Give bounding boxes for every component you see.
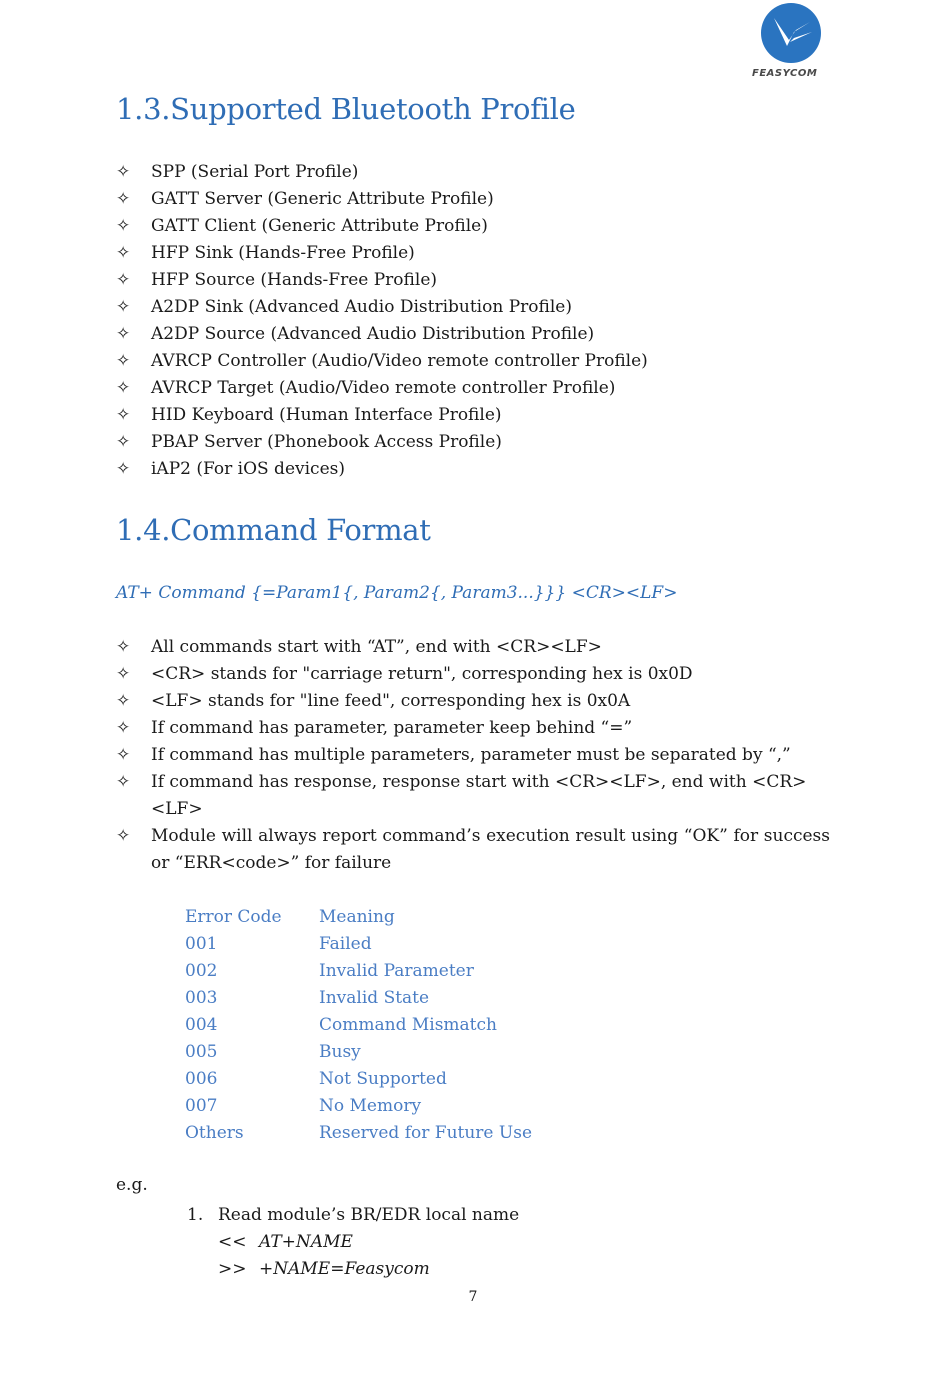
error-meaning-cell: Busy	[319, 1042, 361, 1062]
list-item	[116, 375, 836, 402]
list-item	[116, 823, 830, 877]
list-item-text: HFP Source (Hands-Free Profile)	[151, 270, 438, 290]
table-row	[185, 1066, 532, 1093]
table-row	[185, 1039, 532, 1066]
bullet-star-icon: ✧	[116, 378, 131, 398]
error-code-cell: 005	[185, 1042, 218, 1062]
bullet-star-icon: ✧	[116, 459, 131, 479]
example-label: e.g.	[116, 1175, 148, 1195]
error-meaning-cell: Invalid Parameter	[319, 961, 474, 981]
bullet-star-icon: ✧	[116, 432, 131, 452]
example-number: 1.	[187, 1205, 204, 1225]
table-row	[185, 1120, 532, 1147]
list-item	[116, 715, 830, 742]
profile-list	[116, 159, 836, 483]
bullet-star-icon: ✧	[116, 772, 131, 792]
list-item	[116, 688, 830, 715]
example-response: +NAME=Feasycom	[259, 1259, 430, 1279]
list-item-text: SPP (Serial Port Profile)	[151, 162, 359, 182]
feasycom-logo	[748, 2, 832, 82]
command-format-syntax: AT+ Command {=Param1{, Param2{, Param3...}}} <CR><LF>	[116, 583, 678, 603]
bullet-star-icon: ✧	[116, 826, 131, 846]
list-item-text: AVRCP Controller (Audio/Video remote controller Profile)	[151, 351, 648, 371]
example-block	[187, 1202, 519, 1283]
example-command: AT+NAME	[259, 1232, 353, 1252]
error-code-cell: 006	[185, 1069, 218, 1089]
error-meaning-cell: Failed	[319, 934, 372, 954]
list-item-text: HID Keyboard (Human Interface Profile)	[151, 405, 502, 425]
table-row	[185, 985, 532, 1012]
logo-mark-icon	[760, 2, 822, 64]
error-code-cell: Others	[185, 1123, 244, 1143]
bullet-star-icon: ✧	[116, 270, 131, 290]
bullet-star-icon: ✧	[116, 745, 131, 765]
header-error-code: Error Code	[185, 907, 282, 927]
list-item	[116, 213, 836, 240]
list-item	[116, 186, 836, 213]
bullet-star-icon: ✧	[116, 351, 131, 371]
section-title-command-format: 1.4.Command Format	[116, 513, 431, 547]
bullet-star-icon: ✧	[116, 718, 131, 738]
list-item	[116, 634, 830, 661]
error-meaning-cell: Not Supported	[319, 1069, 447, 1089]
list-item	[116, 661, 830, 688]
table-row	[185, 958, 532, 985]
bullet-star-icon: ✧	[116, 324, 131, 344]
bullet-star-icon: ✧	[116, 243, 131, 263]
example-title: Read module’s BR/EDR local name	[218, 1205, 520, 1225]
list-item	[116, 456, 836, 483]
list-item-text: <LF> stands for "line feed", corresponding hex is 0x0A	[151, 691, 631, 711]
table-row	[185, 1093, 532, 1120]
error-meaning-cell: Command Mismatch	[319, 1015, 497, 1035]
bullet-star-icon: ✧	[116, 297, 131, 317]
list-item	[116, 348, 836, 375]
list-item	[116, 402, 836, 429]
error-table-header	[185, 904, 532, 931]
list-item-text: PBAP Server (Phonebook Access Profile)	[151, 432, 502, 452]
error-code-cell: 004	[185, 1015, 218, 1035]
logo-text: FEASYCOM	[752, 68, 818, 79]
section-title-supported-profiles: 1.3.Supported Bluetooth Profile	[116, 92, 576, 126]
error-code-cell: 007	[185, 1096, 218, 1116]
error-meaning-cell: No Memory	[319, 1096, 422, 1116]
list-item-text: GATT Client (Generic Attribute Profile)	[151, 216, 488, 236]
table-row	[185, 931, 532, 958]
list-item-text: <CR> stands for "carriage return", corresponding hex is 0x0D	[151, 664, 693, 684]
error-code-table	[185, 904, 532, 1147]
list-item-text: If command has response, response start with <CR><LF>, end with <CR><LF>	[151, 772, 807, 819]
error-code-cell: 003	[185, 988, 218, 1008]
bullet-star-icon: ✧	[116, 664, 131, 684]
list-item-text: AVRCP Target (Audio/Video remote controller Profile)	[151, 378, 616, 398]
error-meaning-cell: Invalid State	[319, 988, 430, 1008]
error-code-cell: 002	[185, 961, 218, 981]
list-item-text: HFP Sink (Hands-Free Profile)	[151, 243, 415, 263]
example-item	[187, 1202, 519, 1229]
list-item-text: If command has parameter, parameter keep behind “=”	[151, 718, 633, 738]
bullet-star-icon: ✧	[116, 405, 131, 425]
example-line-receive	[187, 1256, 519, 1283]
bullet-star-icon: ✧	[116, 189, 131, 209]
list-item	[116, 159, 836, 186]
list-item-text: GATT Server (Generic Attribute Profile)	[151, 189, 494, 209]
error-meaning-cell: Reserved for Future Use	[319, 1123, 533, 1143]
list-item	[116, 769, 830, 823]
bullet-star-icon: ✧	[116, 162, 131, 182]
error-code-cell: 001	[185, 934, 218, 954]
list-item-text: A2DP Source (Advanced Audio Distribution Profile)	[151, 324, 595, 344]
example-line-send	[187, 1229, 519, 1256]
bullet-star-icon: ✧	[116, 691, 131, 711]
table-row	[185, 1012, 532, 1039]
bullet-star-icon: ✧	[116, 216, 131, 236]
command-rules-list	[116, 634, 830, 877]
list-item	[116, 240, 836, 267]
list-item-text: If command has multiple parameters, parameter must be separated by “,”	[151, 745, 791, 765]
list-item-text: A2DP Sink (Advanced Audio Distribution Profile)	[151, 297, 572, 317]
direction-receive: >>	[218, 1259, 247, 1279]
list-item	[116, 321, 836, 348]
list-item-text: All commands start with “AT”, end with <CR><LF>	[151, 637, 602, 657]
list-item	[116, 294, 836, 321]
direction-send: <<	[218, 1232, 247, 1252]
page-number: 7	[468, 1289, 478, 1305]
list-item-text: iAP2 (For iOS devices)	[151, 459, 345, 479]
list-item	[116, 267, 836, 294]
list-item	[116, 742, 830, 769]
header-meaning: Meaning	[319, 907, 395, 927]
list-item	[116, 429, 836, 456]
bullet-star-icon: ✧	[116, 637, 131, 657]
list-item-text: Module will always report command’s execution result using “OK” for success or “ERR<code>” for failure	[151, 826, 830, 873]
